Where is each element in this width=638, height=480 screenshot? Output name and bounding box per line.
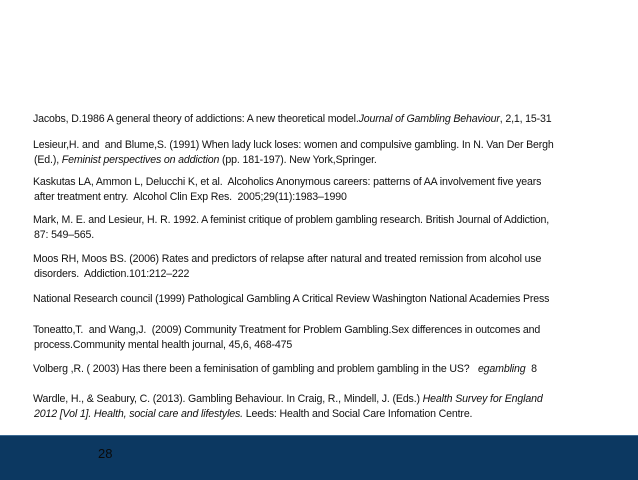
reference-text: Kaskutas LA, Ammon L, Delucchi K, et al. Alcoholics Anonymous careers: patterns of AA involvement five years <box>33 176 542 188</box>
reference-entry <box>33 175 541 205</box>
reference-entry <box>33 112 552 127</box>
reference-italic-text: Feminist perspectives on addiction <box>61 154 220 166</box>
reference-italic-text: Journal of Gambling Behaviour <box>358 113 500 125</box>
reference-text: Toneatto,T. and Wang,J. (2009) Community Treatment for Problem Gambling.Sex differences in outcomes and <box>33 324 541 336</box>
reference-text: Lesieur,H. and and Blume,S. (1991) When lady luck loses: women and compulsive gambling. In N. Van Der Bergh <box>33 139 554 151</box>
reference-text: (pp. 181-197). New York,Springer. <box>219 154 377 166</box>
reference-text: Mark, M. E. and Lesieur, H. R. 1992. A feminist critique of problem gambling research. British Journal of Addiction, <box>33 214 550 226</box>
reference-text: 87: 549–565. <box>34 229 95 241</box>
reference-text: Volberg ,R. ( 2003) Has there been a feminisation of gambling and problem gambling in the US? <box>33 363 478 375</box>
reference-text: Jacobs, D.1986 A general theory of addictions: A new theoretical model. <box>33 113 359 125</box>
reference-line <box>33 153 554 168</box>
reference-line <box>33 175 541 190</box>
reference-entry <box>33 362 537 377</box>
reference-entry <box>33 138 554 168</box>
reference-entry <box>33 292 549 307</box>
reference-line <box>33 292 549 307</box>
reference-text: process.Community mental health journal, 45,6, 468-475 <box>34 339 293 351</box>
reference-entry <box>33 323 540 353</box>
reference-italic-text: egambling <box>477 363 526 375</box>
reference-text: Moos RH, Moos BS. (2006) Rates and predictors of relapse after natural and treated remission from alcohol use <box>33 253 542 265</box>
reference-text: National Research council (1999) Pathological Gambling A Critical Review Washington National Academies Press <box>33 293 550 305</box>
slide-footer-bar <box>0 435 638 480</box>
reference-text: , 2,1, 15-31 <box>499 113 552 125</box>
reference-line <box>33 138 554 153</box>
reference-italic-text: 2012 [Vol 1]. Health, social care and lifestyles. <box>34 408 243 420</box>
reference-line <box>33 112 552 127</box>
reference-text: after treatment entry. Alcohol Clin Exp Res. 2005;29(11):1983–1990 <box>34 191 347 203</box>
reference-text: 8 <box>525 363 537 375</box>
reference-line <box>33 252 541 267</box>
reference-text: Leeds: Health and Social Care Infomation Centre. <box>242 408 473 420</box>
reference-line <box>33 338 540 353</box>
reference-text: disorders. Addiction.101:212–222 <box>34 268 190 280</box>
reference-italic-text: Health Survey for England <box>422 393 543 405</box>
reference-line <box>33 267 541 282</box>
reference-entry <box>33 392 543 422</box>
reference-text: Wardle, H., & Seabury, C. (2013). Gambling Behaviour. In Craig, R., Mindell, J. (Eds.) <box>33 393 423 405</box>
reference-entry <box>33 213 549 243</box>
reference-line <box>33 392 543 407</box>
reference-line <box>33 213 549 228</box>
reference-entry <box>33 252 541 282</box>
reference-line <box>33 362 537 377</box>
reference-line <box>33 407 543 422</box>
reference-line <box>33 323 540 338</box>
page-number: 28 <box>98 446 113 461</box>
reference-line <box>33 190 541 205</box>
reference-text: (Ed.), <box>34 154 62 166</box>
reference-line <box>33 228 549 243</box>
